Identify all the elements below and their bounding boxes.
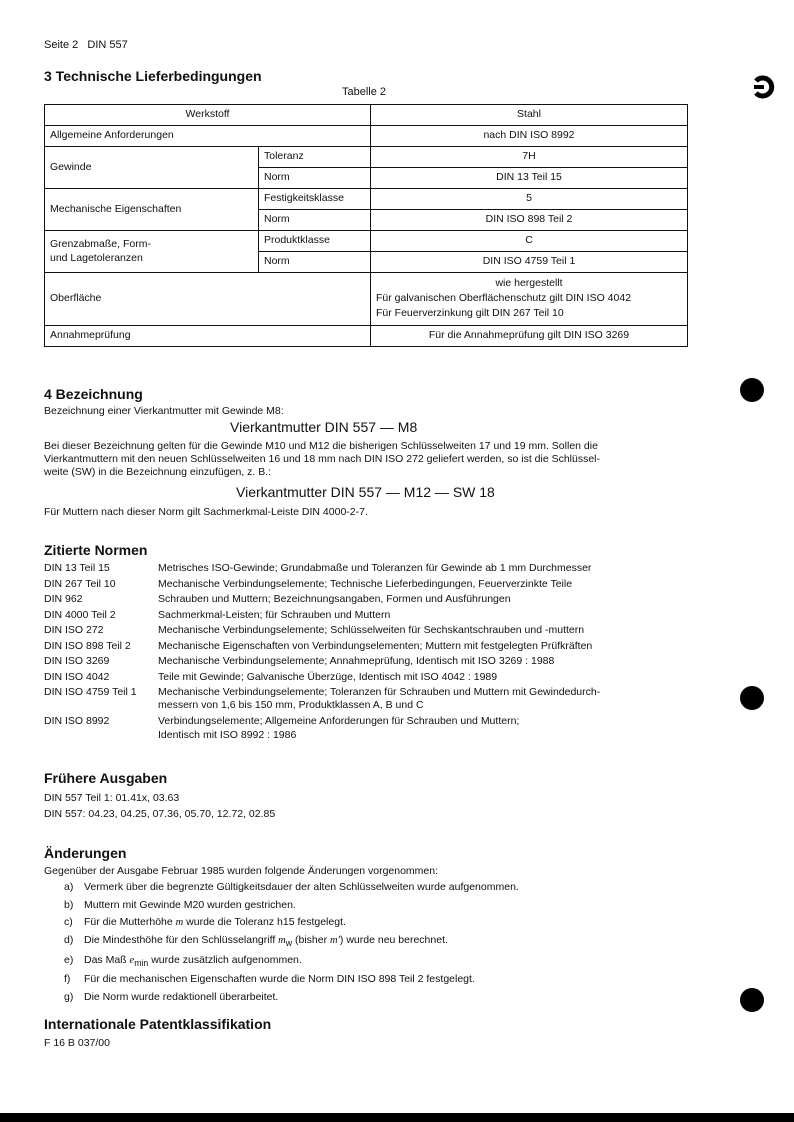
limits-label — [45, 231, 259, 273]
change-text-part: ) wurde neu berechnet. — [339, 934, 448, 947]
page-header — [44, 39, 128, 53]
cited-code: DIN ISO 4042 — [44, 670, 110, 683]
list-item — [44, 640, 704, 653]
surface-line1: wie hergestellt — [495, 277, 563, 289]
mech-class-label: Festigkeitsklasse — [259, 189, 371, 210]
change-text-part: (bisher — [292, 934, 331, 947]
list-item — [44, 578, 704, 591]
change-letter: g) — [64, 991, 74, 1004]
list-item — [64, 991, 519, 1004]
header-material: Werkstoff — [45, 105, 371, 126]
mech-norm-value: DIN ISO 898 Teil 2 — [371, 210, 688, 231]
designation-para-line3: weite (SW) in die Bezeichnung einzufügen, z. B.: — [44, 465, 272, 478]
cited-description: Mechanische Verbindungselemente; Schlüsselweiten für Sechskantschrauben und -muttern — [158, 624, 585, 637]
cited-description: Schrauben und Muttern; Bezeichnungsangaben, Formen und Ausführungen — [158, 593, 511, 606]
cited-description: Mechanische Verbindungselemente; Annahmeprüfung, Identisch mit ISO 3269 : 1988 — [158, 655, 555, 668]
punch-hole-icon — [740, 686, 764, 710]
acceptance-label: Annahmeprüfung — [45, 325, 371, 346]
change-letter: f) — [64, 973, 71, 986]
list-item — [44, 562, 704, 575]
cited-description: Mechanische Eigenschaften von Verbindungselementen; Muttern mit festgelegten Prüfkräften — [158, 639, 593, 652]
change-letter: e) — [64, 953, 74, 966]
changes-title: Änderungen — [44, 845, 127, 861]
list-item — [44, 624, 704, 637]
limits-class-label: Produktklasse — [259, 231, 371, 252]
change-letter: a) — [64, 881, 74, 893]
mech-label: Mechanische Eigenschaften — [45, 189, 259, 231]
change-text — [84, 954, 302, 969]
surface-line2: Für galvanischen Oberflächenschutz gilt DIN ISO 4042 — [376, 292, 632, 305]
norm-number: DIN 557 — [87, 39, 128, 51]
limits-norm-value: DIN ISO 4759 Teil 1 — [371, 252, 688, 273]
table-caption: Tabelle 2 — [342, 86, 387, 98]
change-text: Vermerk über die begrenzte Gültigkeitsdauer der alten Schlüsselweiten wurde aufgenommen. — [84, 881, 519, 893]
cited-standards-title: Zitierte Normen — [44, 542, 148, 558]
designation-example-2: Vierkantmutter DIN 557 — M12 — SW 18 — [236, 484, 495, 500]
section-4-title: 4 Bezeichnung — [44, 386, 143, 402]
table-header-row — [45, 105, 688, 126]
list-item — [64, 916, 519, 929]
earlier-editions-title: Frühere Ausgaben — [44, 770, 168, 786]
list-item — [44, 609, 704, 622]
thread-norm-label: Norm — [259, 168, 371, 189]
row-mech-class — [45, 189, 688, 210]
change-letter: b) — [64, 898, 74, 911]
list-item — [64, 899, 519, 912]
designation-note: Für Muttern nach dieser Norm gilt Sachmerkmal-Leiste DIN 4000-2-7. — [44, 506, 368, 518]
limits-class-value: C — [371, 231, 688, 252]
cited-description — [158, 686, 704, 712]
list-item — [44, 686, 704, 712]
cited-code: DIN 962 — [44, 593, 83, 606]
cited-code: DIN 267 Teil 10 — [44, 577, 116, 590]
cited-description: Metrisches ISO-Gewinde; Grundabmaße und Toleranzen für Gewinde ab 1 mm Durchmesser — [158, 562, 592, 574]
list-item — [64, 973, 519, 986]
limits-norm-label: Norm — [259, 252, 371, 273]
list-item — [44, 671, 704, 684]
changes-list — [64, 881, 519, 1009]
cited-description-line2: messern von 1,6 bis 150 mm, Produktklassen A, B und C — [158, 699, 424, 712]
cited-description — [158, 715, 704, 741]
cited-code: DIN 4000 Teil 2 — [44, 608, 116, 621]
earlier-editions-line2: DIN 557: 04.23, 04.25, 07.36, 05.70, 12.72, 02.85 — [44, 808, 276, 820]
designation-para-line1: Bei dieser Bezeichnung gelten für die Gewinde M10 und M12 die bisherigen Schlüsselweiten 17 und 19 mm. Sollen die — [44, 440, 598, 452]
thread-tol-value: 7H — [371, 147, 688, 168]
changes-intro: Gegenüber der Ausgabe Februar 1985 wurden folgende Änderungen vorgenommen: — [44, 865, 439, 877]
acceptance-value: Für die Annahmeprüfung gilt DIN ISO 3269 — [371, 325, 688, 346]
change-text-part: Die Mindesthöhe für den Schlüsselangriff — [84, 934, 279, 947]
cited-code: DIN 13 Teil 15 — [44, 562, 110, 574]
symbol-m: m — [175, 917, 184, 929]
change-text-part: wurde die Toleranz h15 festgelegt. — [183, 916, 346, 929]
designation-example-1: Vierkantmutter DIN 557 — M8 — [230, 419, 418, 435]
thread-norm-value: DIN 13 Teil 15 — [371, 168, 688, 189]
cited-description-line1: Mechanische Verbindungselemente; Toleranzen für Schrauben und Muttern mit Gewindedurch- — [158, 686, 601, 699]
cited-code: DIN ISO 3269 — [44, 655, 110, 668]
cited-standards-list — [44, 562, 704, 744]
cited-code: DIN ISO 4759 Teil 1 — [44, 686, 137, 699]
row-acceptance — [45, 325, 688, 346]
cited-code: DIN ISO 8992 — [44, 715, 110, 728]
change-text-part: Das Maß — [84, 953, 130, 966]
surface-line3: Für Feuerverzinkung gilt DIN 267 Teil 10 — [376, 307, 564, 320]
thread-tol-label: Toleranz — [259, 147, 371, 168]
symbol-m: m — [278, 935, 286, 947]
row-limits-class — [45, 231, 688, 252]
punch-hole-icon — [740, 988, 764, 1012]
list-item — [64, 934, 519, 949]
scan-border — [0, 1113, 794, 1122]
patent-title: Internationale Patentklassifikation — [44, 1016, 272, 1032]
row-surface — [45, 273, 688, 326]
designation-paragraph — [44, 440, 704, 478]
section-3-title: 3 Technische Lieferbedingungen — [44, 68, 262, 84]
row-general — [45, 126, 688, 147]
punch-hole-icon — [740, 378, 764, 402]
earlier-editions-line1: DIN 557 Teil 1: 01.41x, 03.63 — [44, 792, 180, 804]
cited-description: Sachmerkmal-Leisten; für Schrauben und Muttern — [158, 608, 391, 621]
symbol-subscript: w — [285, 938, 293, 949]
change-text: Für die mechanischen Eigenschaften wurde die Norm DIN ISO 898 Teil 2 festgelegt. — [84, 973, 475, 986]
cited-description: Teile mit Gewinde; Galvanische Überzüge, Identisch mit ISO 4042 : 1989 — [158, 670, 498, 683]
symbol-e: e — [129, 954, 135, 966]
surface-label: Oberfläche — [45, 273, 371, 326]
change-text: Die Norm wurde redaktionell überarbeitet. — [84, 991, 279, 1004]
limits-label-line1: Grenzabmaße, Form- — [50, 238, 151, 251]
cited-description-line1: Verbindungselemente; Allgemeine Anforderungen für Schrauben und Muttern; — [158, 715, 520, 728]
cited-code: DIN ISO 898 Teil 2 — [44, 639, 131, 652]
general-value: nach DIN ISO 8992 — [371, 126, 688, 147]
limits-label-line2: und Lagetoleranzen — [50, 251, 143, 264]
general-label: Allgemeine Anforderungen — [45, 126, 371, 147]
list-item — [44, 655, 704, 668]
symbol-subscript: min — [134, 957, 149, 968]
binder-clip-icon — [752, 74, 778, 100]
symbol-m-prime: m′ — [330, 935, 340, 947]
mech-class-value: 5 — [371, 189, 688, 210]
cited-code: DIN ISO 272 — [44, 624, 104, 637]
change-text — [84, 916, 346, 929]
change-text — [84, 934, 448, 949]
list-item — [44, 593, 704, 606]
list-item — [64, 881, 519, 894]
mech-norm-label: Norm — [259, 210, 371, 231]
designation-para-line2: Vierkantmuttern mit den neuen Schlüsselweiten 16 und 18 mm nach DIN ISO 272 geliefert werden, so ist die Schlüssel- — [44, 452, 601, 465]
thread-label: Gewinde — [45, 147, 259, 189]
list-item — [64, 954, 519, 969]
page-number: Seite 2 — [44, 39, 79, 51]
specification-table — [44, 104, 688, 347]
cited-description: Mechanische Verbindungselemente; Technische Lieferbedingungen, Feuerverzinkte Teile — [158, 577, 573, 590]
designation-intro: Bezeichnung einer Vierkantmutter mit Gewinde M8: — [44, 405, 284, 417]
row-thread-tolerance — [45, 147, 688, 168]
patent-code: F 16 B 037/00 — [44, 1037, 110, 1049]
change-text-part: wurde zusätzlich aufgenommen. — [148, 953, 302, 966]
change-text: Muttern mit Gewinde M20 wurden gestrichen. — [84, 898, 296, 911]
list-item — [44, 715, 704, 741]
surface-value — [371, 273, 688, 326]
change-letter: d) — [64, 934, 74, 947]
change-letter: c) — [64, 916, 73, 929]
header-steel: Stahl — [371, 105, 688, 126]
cited-description-line2: Identisch mit ISO 8992 : 1986 — [158, 728, 297, 741]
change-text-part: Für die Mutterhöhe — [84, 916, 176, 929]
